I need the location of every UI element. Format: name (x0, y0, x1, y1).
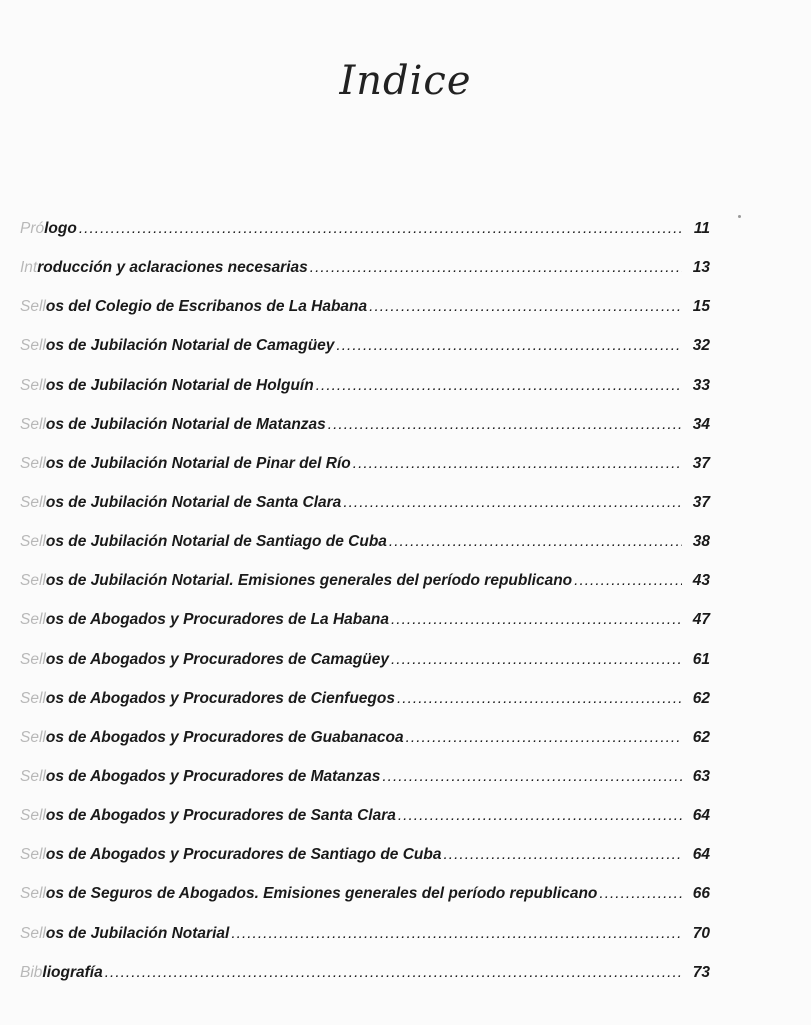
toc-entry-page-number: 15 (692, 298, 710, 316)
toc-entry-title-text: roducción y aclaraciones necesarias (37, 259, 308, 277)
toc-entry-page-number: 37 (692, 454, 710, 472)
toc-entry (20, 259, 710, 298)
toc-entry-page-number: 47 (692, 611, 710, 629)
toc-entry-title-text: os de Abogados y Procuradores de Santa Clara (45, 807, 396, 825)
dot-leader (310, 259, 682, 277)
toc-entry-title-text: os de Jubilación Notarial de Pinar del Río (45, 454, 351, 472)
dot-leader (397, 690, 682, 708)
dot-leader (389, 533, 682, 551)
toc-entry-page-number: 32 (692, 337, 710, 355)
dot-leader (336, 337, 682, 355)
toc-entry-title (20, 259, 308, 277)
toc-entry-title-faded-part: Sell (20, 846, 46, 864)
table-of-contents (20, 220, 710, 1003)
toc-entry-title-text: os de Abogados y Procuradores de Cienfuegos (45, 689, 395, 707)
toc-entry-page-number: 33 (692, 376, 710, 394)
toc-entry-page-number: 11 (693, 220, 710, 237)
toc-entry-title-text: logo (44, 220, 77, 237)
toc-entry (20, 220, 710, 259)
dot-leader (574, 572, 682, 590)
toc-entry-page-number: 43 (692, 572, 710, 590)
toc-entry-page-number: 62 (692, 728, 710, 746)
toc-entry-title-faded-part: Sell (20, 728, 46, 746)
toc-entry-title-text: os de Jubilación Notarial de Santiago de Cuba (45, 533, 387, 551)
toc-entry-title (20, 611, 389, 629)
toc-entry (20, 337, 710, 376)
dot-leader (599, 885, 682, 903)
toc-entry-page-number: 37 (692, 493, 710, 511)
dot-leader (353, 455, 682, 473)
dot-leader (231, 925, 682, 943)
toc-entry-title-text: os de Jubilación Notarial de Matanzas (45, 415, 326, 433)
dot-leader (382, 768, 682, 786)
dot-leader (343, 494, 682, 512)
toc-entry (20, 611, 710, 650)
toc-entry-title-text: os de Jubilación Notarial. Emisiones generales del período republicano (45, 572, 573, 590)
dot-leader (391, 611, 682, 629)
toc-entry-title (20, 885, 597, 903)
toc-entry-title (20, 572, 572, 590)
toc-entry-title-faded-part: Bib (20, 963, 43, 981)
toc-entry-title-text: os de Jubilación Notarial (45, 924, 230, 942)
toc-entry-title (20, 298, 367, 316)
toc-entry-title-text: os de Abogados y Procuradores de Guabanacoa (45, 728, 404, 746)
toc-entry-title (20, 690, 395, 708)
toc-entry-page-number: 64 (692, 846, 710, 864)
toc-entry-title (20, 377, 314, 395)
toc-entry (20, 416, 710, 455)
toc-entry-page-number: 62 (692, 689, 710, 707)
toc-entry-title-text: os de Abogados y Procuradores de Camagüey (45, 650, 389, 668)
toc-entry-title-text: liografía (42, 963, 103, 981)
toc-entry (20, 651, 710, 690)
toc-entry-title-faded-part: Sell (20, 572, 46, 590)
toc-entry-title (20, 651, 389, 669)
toc-entry (20, 533, 710, 572)
toc-entry-page-number: 61 (692, 650, 710, 668)
toc-entry-title-text: os de Abogados y Procuradores de Matanzas (45, 767, 381, 785)
toc-entry-title (20, 455, 351, 473)
toc-entry-title (20, 768, 380, 786)
scan-speck (738, 215, 741, 218)
toc-entry-title-text: os de Jubilación Notarial de Holguín (45, 376, 314, 394)
toc-entry-title-text: os de Abogados y Procuradores de Santiago de Cuba (45, 846, 442, 864)
toc-entry-title-text: os de Abogados y Procuradores de La Habana (45, 611, 389, 629)
toc-entry-title-faded-part: Sell (20, 298, 46, 316)
toc-entry-page-number: 73 (692, 963, 710, 981)
dot-leader (391, 651, 682, 669)
toc-entry-title (20, 494, 341, 512)
toc-entry-title-faded-part: Int (20, 259, 38, 277)
toc-entry-title-text: os del Colegio de Escribanos de La Habana (45, 298, 368, 316)
toc-entry (20, 768, 710, 807)
toc-entry (20, 377, 710, 416)
dot-leader (105, 964, 682, 982)
toc-entry-page-number: 64 (692, 807, 710, 825)
toc-entry-title-text: os de Seguros de Abogados. Emisiones generales del período republicano (45, 885, 598, 903)
toc-entry-page-number: 13 (692, 259, 710, 277)
toc-entry-title-faded-part: Sell (20, 611, 46, 629)
toc-entry-title-faded-part: Sell (20, 337, 46, 355)
toc-entry (20, 572, 710, 611)
toc-entry-title-text: os de Jubilación Notarial de Camagüey (45, 337, 335, 355)
toc-entry-title (20, 220, 77, 238)
toc-entry-title (20, 729, 404, 747)
toc-entry-title-faded-part: Sell (20, 415, 46, 433)
dot-leader (79, 220, 682, 238)
dot-leader (316, 377, 682, 395)
toc-entry (20, 925, 710, 964)
dot-leader (443, 846, 682, 864)
toc-entry-title (20, 337, 334, 355)
toc-entry-title-faded-part: Sell (20, 885, 46, 903)
dot-leader (328, 416, 682, 434)
toc-entry-title-faded-part: Sell (20, 493, 46, 511)
toc-entry (20, 964, 710, 1003)
toc-entry-page-number: 34 (692, 415, 710, 433)
toc-entry (20, 690, 710, 729)
toc-entry-title (20, 416, 326, 434)
toc-entry-title-faded-part: Pró (20, 220, 45, 237)
toc-entry (20, 494, 710, 533)
toc-entry-title (20, 533, 387, 551)
toc-entry-title-faded-part: Sell (20, 454, 46, 472)
toc-entry-title-faded-part: Sell (20, 807, 46, 825)
toc-entry-title-faded-part: Sell (20, 767, 46, 785)
dot-leader (369, 298, 682, 316)
toc-entry (20, 885, 710, 924)
toc-entry-title (20, 925, 229, 943)
toc-entry (20, 807, 710, 846)
toc-entry-page-number: 70 (692, 924, 710, 942)
toc-entry-page-number: 38 (692, 533, 710, 551)
toc-entry (20, 455, 710, 494)
toc-entry-title-faded-part: Sell (20, 689, 46, 707)
dot-leader (398, 807, 682, 825)
toc-entry (20, 846, 710, 885)
toc-entry (20, 729, 710, 768)
toc-entry-title (20, 964, 103, 982)
toc-entry-title (20, 846, 441, 864)
toc-entry-page-number: 66 (692, 885, 710, 903)
toc-entry-title-faded-part: Sell (20, 924, 46, 942)
page-title: Indice (339, 58, 472, 104)
toc-entry-title-faded-part: Sell (20, 650, 46, 668)
toc-entry (20, 298, 710, 337)
toc-entry-title-text: os de Jubilación Notarial de Santa Clara (45, 493, 342, 511)
toc-entry-title (20, 807, 396, 825)
dot-leader (406, 729, 682, 747)
toc-entry-page-number: 63 (692, 767, 710, 785)
toc-entry-title-faded-part: Sell (20, 376, 46, 394)
toc-entry-title-faded-part: Sell (20, 533, 46, 551)
